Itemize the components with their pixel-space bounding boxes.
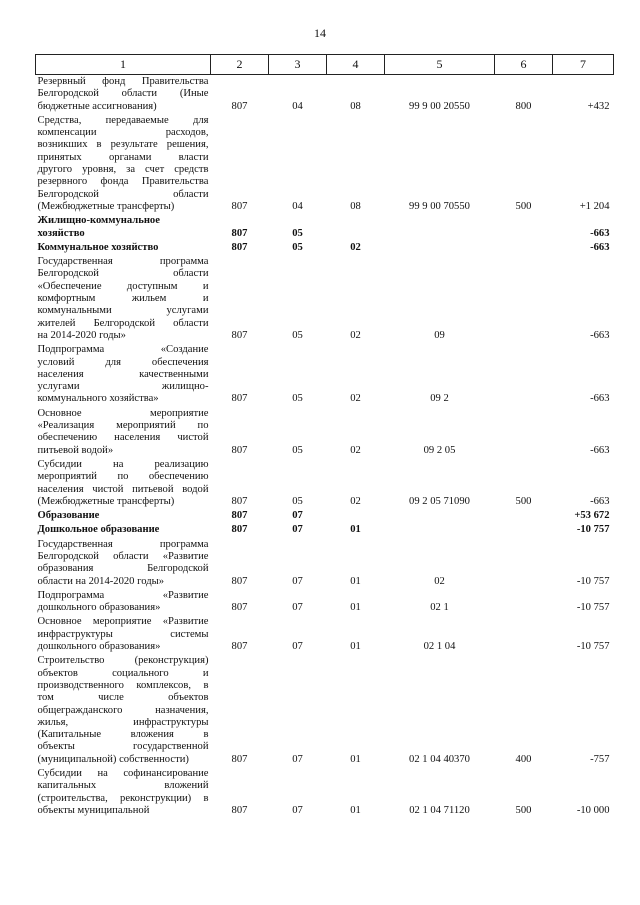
description-line: (строительства, реконструкции) в	[37, 792, 209, 804]
amount: -757	[590, 753, 610, 765]
code-section: 05	[292, 495, 303, 507]
code-target: 99 9 00 20550	[409, 100, 470, 112]
amount: +432	[587, 100, 610, 112]
row-description	[36, 589, 211, 616]
code-expense-type: 400	[515, 753, 532, 765]
row-description	[36, 214, 211, 241]
table-row	[36, 509, 614, 523]
description-line: услугами жилищно-	[37, 381, 209, 393]
description-line: (Капитальные вложения в	[37, 729, 209, 741]
code-expense-type	[495, 509, 553, 523]
code-gr: 807	[231, 524, 248, 536]
code-target: 09	[434, 329, 445, 341]
description-line: условий для обеспечения	[37, 356, 209, 368]
amount: -663	[590, 227, 610, 239]
code-section: 05	[292, 393, 303, 405]
code-section: 07	[292, 753, 303, 765]
description-line: том числе объектов	[37, 692, 209, 704]
table-row	[36, 654, 614, 767]
code-gr: 807	[231, 100, 248, 112]
description-line: Государственная программа	[37, 538, 209, 550]
code-gr: 807	[231, 510, 248, 522]
code-target: 02	[434, 575, 445, 587]
code-gr: 807	[231, 241, 248, 253]
description-line: населения качественными	[37, 368, 209, 380]
code-gr: 807	[231, 200, 248, 212]
code-expense-type	[495, 615, 553, 654]
amount: -10 757	[576, 575, 610, 587]
code-expense-type: 500	[515, 495, 532, 507]
description-line: жилья, инфраструктуры	[37, 716, 209, 728]
amount: -663	[590, 444, 610, 456]
code-target: 02 1 04	[423, 641, 456, 653]
code-section: 07	[292, 602, 303, 614]
code-subsection: 01	[350, 641, 361, 653]
description-line: образования Белгородской	[37, 563, 209, 575]
code-section: 07	[292, 524, 303, 536]
code-target: 09 2	[430, 393, 449, 405]
description-line: «Реализация мероприятий по	[37, 420, 209, 432]
description-line: объекты государственной	[37, 741, 209, 753]
code-expense-type	[495, 214, 553, 241]
row-description	[36, 255, 211, 343]
description-line: обеспечению населения чистой	[37, 432, 209, 444]
description-line: дошкольного образования»	[37, 641, 161, 653]
table-row	[36, 458, 614, 509]
code-target: 02 1	[430, 602, 449, 614]
code-target: 09 2 05	[423, 444, 456, 456]
code-subsection	[327, 214, 385, 241]
amount: +53 672	[574, 510, 610, 522]
description-line: резервного фонда Правительства	[37, 176, 209, 188]
code-expense-type	[495, 538, 553, 589]
code-gr: 807	[231, 602, 248, 614]
code-section: 05	[292, 329, 303, 341]
description-line: возникших в результате решения,	[37, 139, 209, 151]
description-line: «Обеспечение доступным и	[37, 280, 209, 292]
code-section: 04	[292, 100, 303, 112]
code-gr: 807	[231, 393, 248, 405]
code-expense-type	[495, 255, 553, 343]
amount: -663	[590, 495, 610, 507]
column-header: 2	[211, 55, 269, 75]
code-subsection: 08	[350, 100, 361, 112]
row-description	[36, 615, 211, 654]
code-expense-type	[495, 407, 553, 458]
code-expense-type: 500	[515, 804, 532, 816]
budget-table	[35, 54, 614, 818]
code-section: 04	[292, 200, 303, 212]
description-line: Белгородской области «Развитие	[37, 550, 209, 562]
description-line: Строительство (реконструкция)	[37, 655, 209, 667]
row-description	[36, 343, 211, 406]
code-expense-type: 500	[515, 200, 532, 212]
table-header	[36, 55, 614, 75]
code-gr: 807	[231, 495, 248, 507]
table-row	[36, 343, 614, 406]
description-line: населения чистой питьевой водой	[37, 483, 209, 495]
description-line: объекты муниципальной	[37, 804, 150, 816]
table-row	[36, 523, 614, 537]
description-line: дошкольного образования»	[37, 602, 161, 614]
table-row	[36, 241, 614, 255]
code-expense-type: 800	[515, 100, 532, 112]
description-line: Подпрограмма «Создание	[37, 344, 209, 356]
description-line: бюджетные ассигнования)	[37, 100, 157, 112]
code-subsection: 08	[350, 200, 361, 212]
column-header: 3	[269, 55, 327, 75]
description-line: жителей Белгородской области	[37, 317, 209, 329]
code-section: 05	[292, 227, 303, 239]
code-subsection: 01	[350, 602, 361, 614]
code-gr: 807	[231, 329, 248, 341]
table-body	[36, 75, 614, 819]
table-row	[36, 589, 614, 616]
code-subsection: 02	[350, 444, 361, 456]
description-line: Субсидии на софинансирование	[37, 768, 209, 780]
amount: -663	[590, 241, 610, 253]
column-header: 1	[36, 55, 211, 75]
code-section: 07	[292, 804, 303, 816]
code-subsection	[327, 509, 385, 523]
amount: -663	[590, 329, 610, 341]
code-gr: 807	[231, 804, 248, 816]
code-gr: 807	[231, 444, 248, 456]
code-subsection: 01	[350, 575, 361, 587]
table-row	[36, 407, 614, 458]
code-target: 09 2 05 71090	[409, 495, 470, 507]
description-line: Государственная программа	[37, 256, 209, 268]
code-gr: 807	[231, 753, 248, 765]
description-line: объектов социального и	[37, 667, 209, 679]
description-line: Подпрограмма «Развитие	[37, 589, 209, 601]
code-subsection: 02	[350, 329, 361, 341]
code-section: 05	[292, 444, 303, 456]
description-line: Белгородской области	[37, 268, 209, 280]
code-target	[385, 214, 495, 241]
code-target: 99 9 00 70550	[409, 200, 470, 212]
code-subsection: 01	[350, 804, 361, 816]
code-target	[385, 241, 495, 255]
description-line: Основное мероприятие «Развитие	[37, 616, 209, 628]
description-line: комфортным жильем и	[37, 293, 209, 305]
code-section: 05	[292, 241, 303, 253]
column-header: 5	[385, 55, 495, 75]
table-row	[36, 255, 614, 343]
code-subsection: 01	[350, 753, 361, 765]
description-line: коммунальными услугами	[37, 305, 209, 317]
description-line: хозяйство	[37, 227, 85, 239]
description-line: мероприятий по обеспечению	[37, 471, 209, 483]
description-line: Средства, передаваемые для	[37, 114, 209, 126]
column-header: 7	[553, 55, 614, 75]
amount: +1 204	[579, 200, 610, 212]
row-description	[36, 767, 211, 818]
description-line: (муниципальной) собственности)	[37, 753, 189, 765]
code-gr: 807	[231, 641, 248, 653]
description-line: Дошкольное образование	[37, 524, 160, 536]
row-description	[36, 114, 211, 214]
code-target	[385, 509, 495, 523]
table-row	[36, 767, 614, 818]
row-description	[36, 523, 211, 537]
description-line: принятых органами власти	[37, 151, 209, 163]
description-line: Резервный фонд Правительства	[37, 76, 209, 87]
amount: -10 000	[576, 804, 610, 816]
code-subsection: 02	[350, 241, 361, 253]
code-expense-type	[495, 523, 553, 537]
description-line: Белгородской области (Иные	[37, 88, 209, 100]
description-line: Белгородской области	[37, 188, 209, 200]
description-line: капитальных вложений	[37, 780, 209, 792]
row-description	[36, 654, 211, 767]
amount: -10 757	[576, 602, 610, 614]
row-description	[36, 241, 211, 255]
code-section: 07	[292, 575, 303, 587]
description-line: инфраструктуры системы	[37, 628, 209, 640]
code-section: 07	[292, 641, 303, 653]
code-gr: 807	[231, 575, 248, 587]
code-target: 02 1 04 71120	[409, 804, 470, 816]
amount: -663	[590, 393, 610, 405]
description-line: Основное мероприятие	[37, 407, 209, 419]
description-line: питьевой водой»	[37, 444, 114, 456]
amount: -10 757	[576, 641, 610, 653]
code-target	[385, 523, 495, 537]
table-row	[36, 615, 614, 654]
description-line: Жилищно-коммунальное	[37, 215, 160, 227]
row-description	[36, 407, 211, 458]
description-line: компенсации расходов,	[37, 127, 209, 139]
amount: -10 757	[576, 524, 610, 536]
description-line: (Межбюджетные трансферты)	[37, 200, 175, 212]
column-header: 4	[327, 55, 385, 75]
description-line: производственного комплексов, в	[37, 679, 209, 691]
row-description	[36, 75, 211, 114]
code-target: 02 1 04 40370	[409, 753, 470, 765]
row-description	[36, 538, 211, 589]
table-row	[36, 75, 614, 114]
code-section: 07	[292, 510, 303, 522]
code-subsection: 01	[350, 524, 361, 536]
description-line: общегражданского назначения,	[37, 704, 209, 716]
description-line: Образование	[37, 510, 100, 522]
description-line: другого уровня, за счет средств	[37, 164, 209, 176]
table-row	[36, 214, 614, 241]
code-expense-type	[495, 343, 553, 406]
column-header: 6	[495, 55, 553, 75]
row-description	[36, 509, 211, 523]
description-line: области на 2014-2020 годы»	[37, 575, 165, 587]
table-row	[36, 538, 614, 589]
description-line: на 2014-2020 годы»	[37, 329, 126, 341]
description-line: Субсидии на реализацию	[37, 458, 209, 470]
code-expense-type	[495, 241, 553, 255]
code-expense-type	[495, 589, 553, 616]
code-gr: 807	[231, 227, 248, 239]
code-subsection: 02	[350, 495, 361, 507]
table-row	[36, 114, 614, 214]
page-number: 14	[314, 26, 326, 40]
description-line: Коммунальное хозяйство	[37, 241, 159, 253]
description-line: коммунального хозяйства»	[37, 393, 159, 405]
row-description	[36, 458, 211, 509]
description-line: (Межбюджетные трансферты)	[37, 495, 175, 507]
code-subsection: 02	[350, 393, 361, 405]
